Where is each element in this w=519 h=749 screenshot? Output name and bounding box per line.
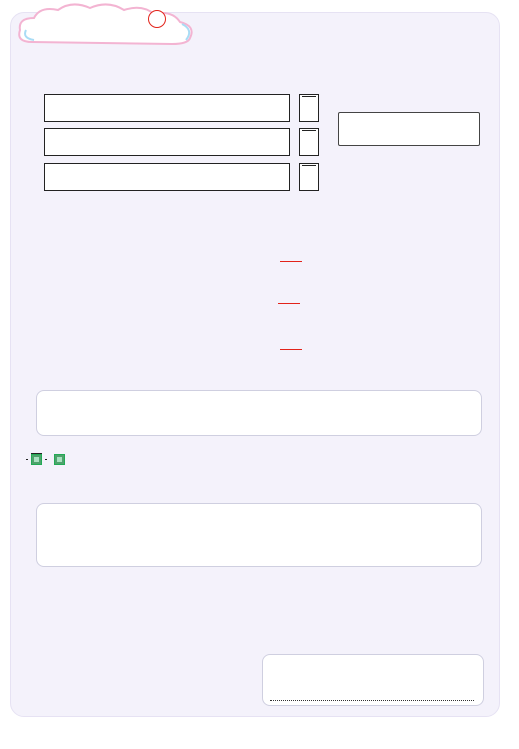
q4-answer-box[interactable]	[262, 654, 484, 706]
dotted-answer-line	[270, 700, 474, 701]
q4-line	[26, 667, 37, 679]
